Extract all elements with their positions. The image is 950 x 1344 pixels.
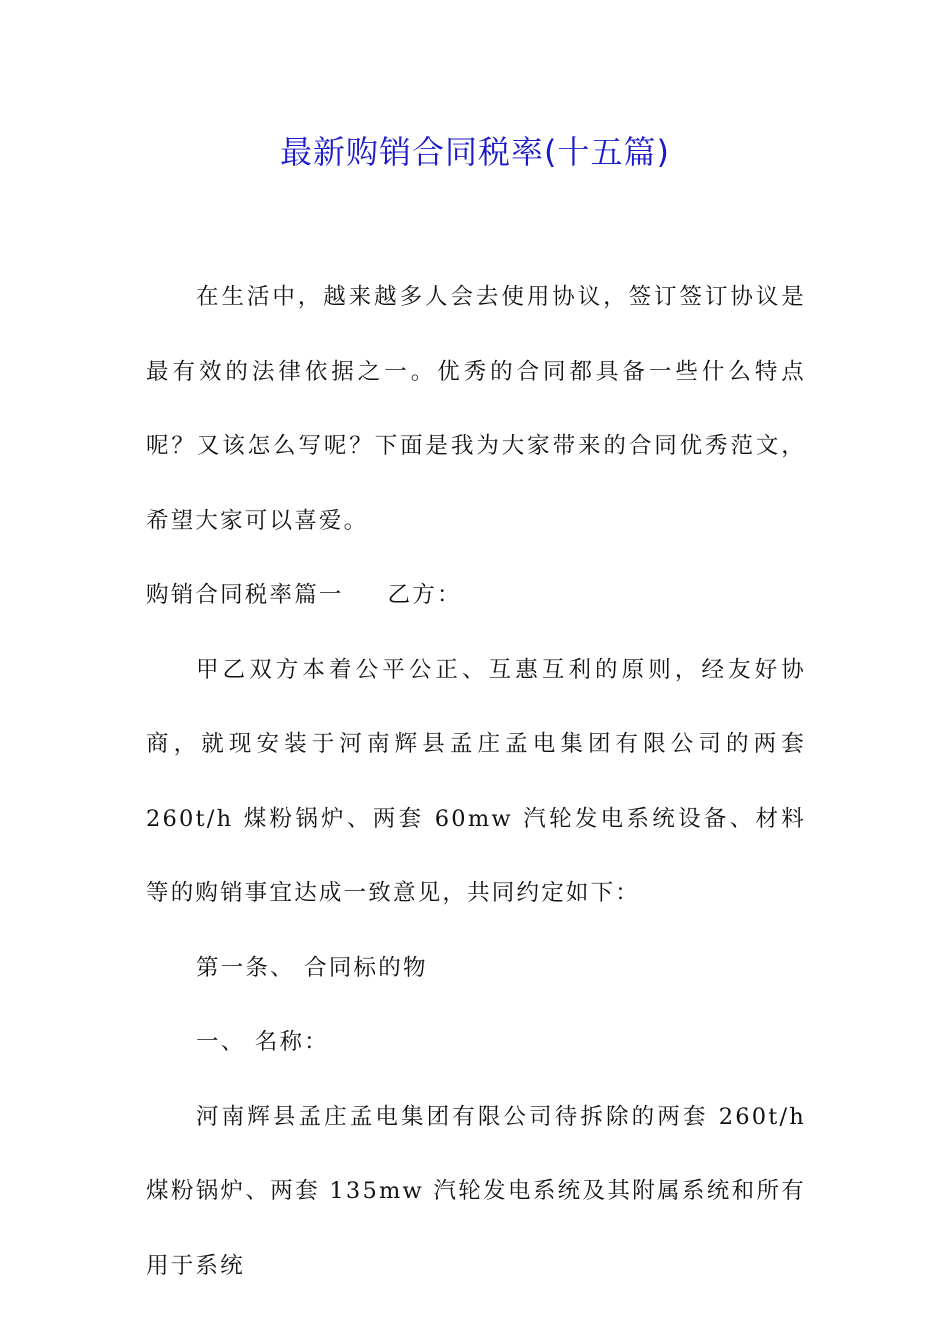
paragraph-1: 甲乙双方本着公平公正、互惠互利的原则，经友好协商，就现安装于河南辉县孟庄孟电集团有限公司的两套 260t/h 煤粉锅炉、两套 60mw 汽轮发电系统设备、材料等的购销事宜达成一致意见，共同约定如下： bbox=[146, 656, 806, 906]
paragraph-2: 河南辉县孟庄孟电集团有限公司待拆除的两套 260t/h 煤粉锅炉、两套 135mw 汽轮发电系统及其附属系统和所有用于系统 bbox=[146, 1103, 806, 1279]
section-heading-line bbox=[146, 558, 806, 633]
document-title: 最新购销合同税率(十五篇) bbox=[280, 133, 670, 171]
document-body bbox=[146, 260, 806, 1303]
article-1-heading: 第一条、 合同标的物 bbox=[196, 954, 428, 981]
intro-paragraph: 在生活中，越来越多人会去使用协议，签订签订协议是最有效的法律依据之一。优秀的合同都具备一些什么特点呢？又该怎么写呢？下面是我为大家带来的合同优秀范文，希望大家可以喜爱。 bbox=[146, 284, 806, 534]
item-1-heading: 一、 名称： bbox=[196, 1029, 329, 1055]
party-label: 乙方： bbox=[387, 582, 462, 608]
section-heading: 购销合同税率篇一 bbox=[146, 582, 344, 608]
